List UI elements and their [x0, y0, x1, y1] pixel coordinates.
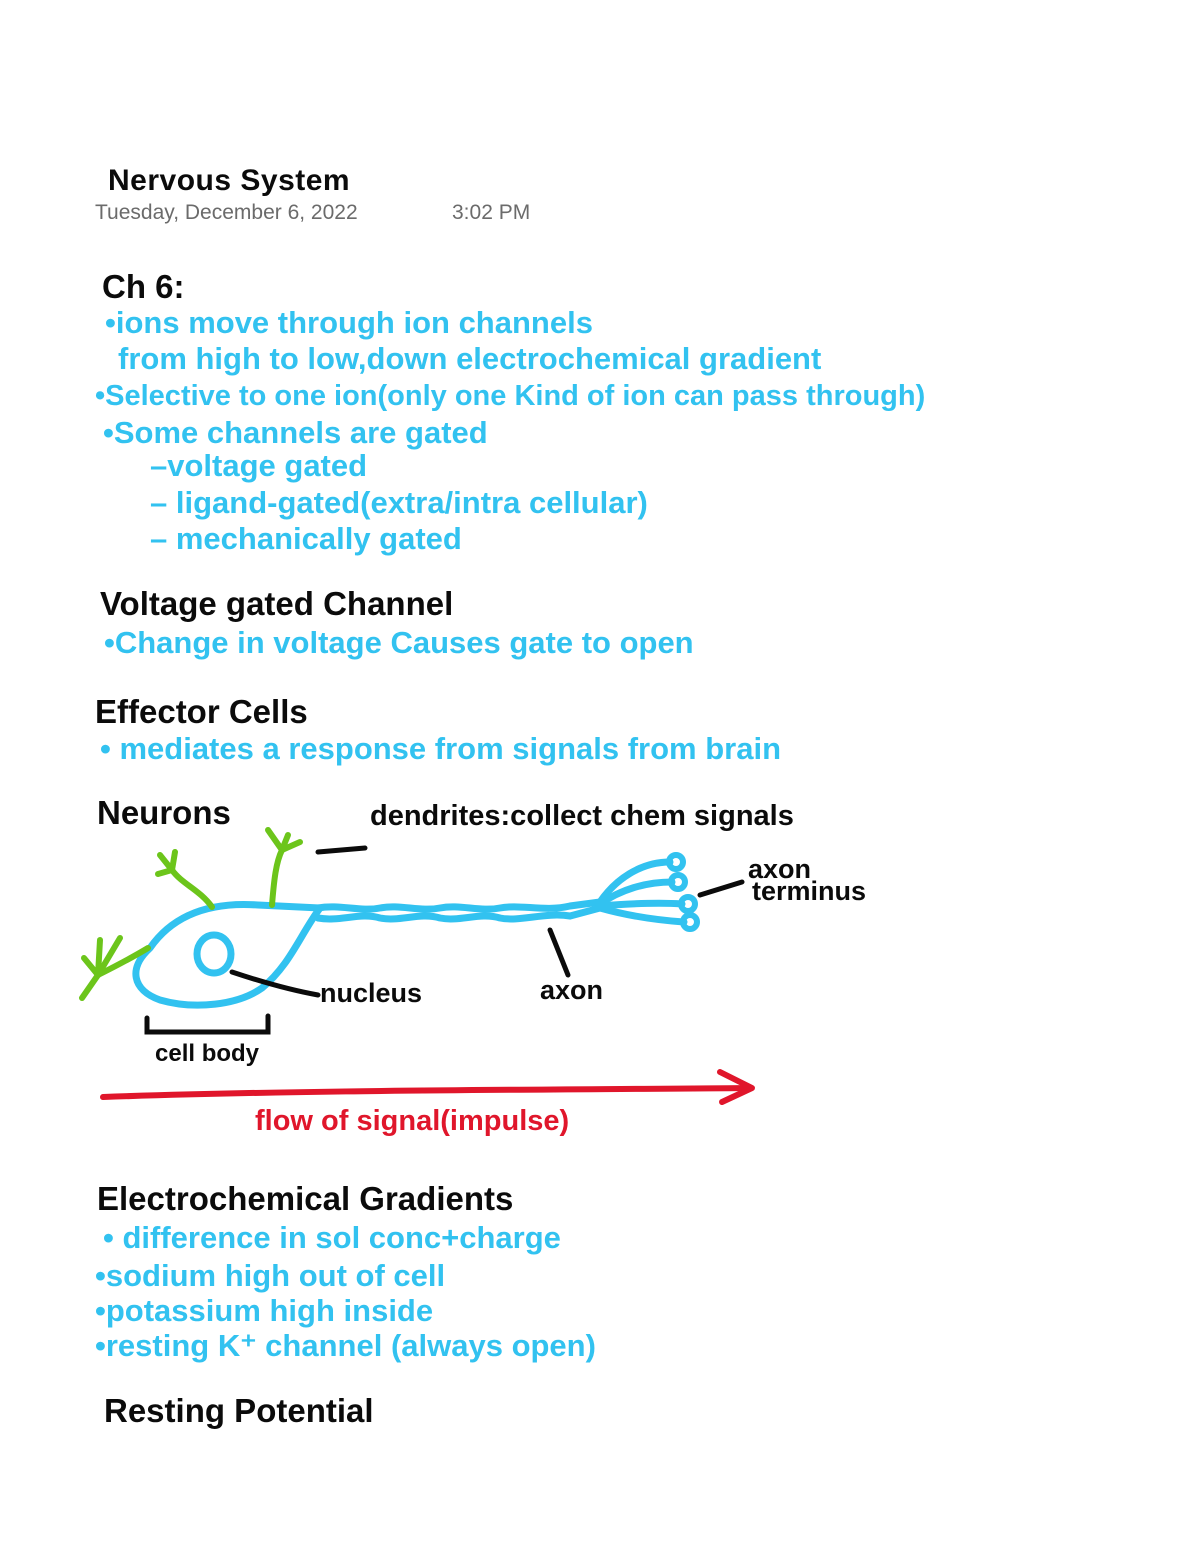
axon-shape-top: [318, 902, 600, 909]
electro-line-3: •potassium high inside: [95, 1293, 434, 1328]
label-axon-terminus-2: terminus: [752, 876, 867, 906]
ch6-line-4: •Some channels are gated: [103, 415, 488, 450]
terminal-bulb-3: [681, 897, 695, 911]
page-time: 3:02 PM: [452, 201, 531, 224]
signal-flow-arrow: [103, 1088, 750, 1097]
heading-resting-potential: Resting Potential: [104, 1392, 374, 1429]
terminal-bulb-4: [683, 915, 697, 929]
nucleus-shape: [197, 935, 231, 973]
ch6-line-5: –voltage gated: [150, 448, 368, 483]
axon-terminal-branch-3: [600, 903, 682, 906]
heading-effector-cells: Effector Cells: [95, 693, 308, 730]
dendrites-pointer: [318, 848, 365, 852]
heading-neurons: Neurons: [97, 794, 231, 831]
voltage-line-1: •Change in voltage Causes gate to open: [104, 625, 694, 660]
heading-electrochemical-gradients: Electrochemical Gradients: [97, 1180, 514, 1217]
page-date: Tuesday, December 6, 2022: [95, 201, 358, 224]
dendrite-top-left: [158, 852, 212, 907]
label-dendrites: dendrites:collect chem signals: [370, 800, 794, 832]
dendrite-top-right: [268, 830, 300, 905]
effector-line-1: • mediates a response from signals from brain: [100, 731, 782, 766]
ch6-line-7: – mechanically gated: [150, 521, 462, 556]
electro-line-1: • difference in sol conc+charge: [103, 1220, 561, 1255]
ch6-line-2: from high to low,down electrochemical gradient: [118, 341, 822, 376]
cut-off-ink-fragment: [100, 1433, 400, 1439]
electro-line-2: •sodium high out of cell: [95, 1258, 446, 1293]
terminal-bulb-1: [669, 855, 683, 869]
ch6-line-6: – ligand-gated(extra/intra cellular): [150, 485, 648, 520]
heading-voltage-gated: Voltage gated Channel: [100, 585, 454, 622]
electro-line-4: •resting K⁺ channel (always open): [95, 1328, 596, 1363]
ch6-line-3: •Selective to one ion(only one Kind of ion can pass through): [95, 380, 926, 412]
label-cell-body: cell body: [155, 1040, 260, 1067]
heading-ch6: Ch 6:: [102, 268, 185, 305]
page-title: Nervous System: [108, 164, 351, 197]
terminal-bulb-2: [671, 875, 685, 889]
label-signal-flow: flow of signal(impulse): [255, 1105, 570, 1137]
label-axon-terminus-1: axon: [748, 854, 812, 884]
axon-terminal-branch-4: [600, 908, 684, 922]
ch6-line-1: •ions move through ion channels: [105, 305, 593, 340]
axon-terminus-pointer: [700, 882, 742, 895]
axon-pointer: [550, 930, 568, 975]
cell-body-bracket: [147, 1016, 268, 1032]
label-axon: axon: [540, 975, 604, 1005]
label-nucleus: nucleus: [320, 978, 423, 1008]
